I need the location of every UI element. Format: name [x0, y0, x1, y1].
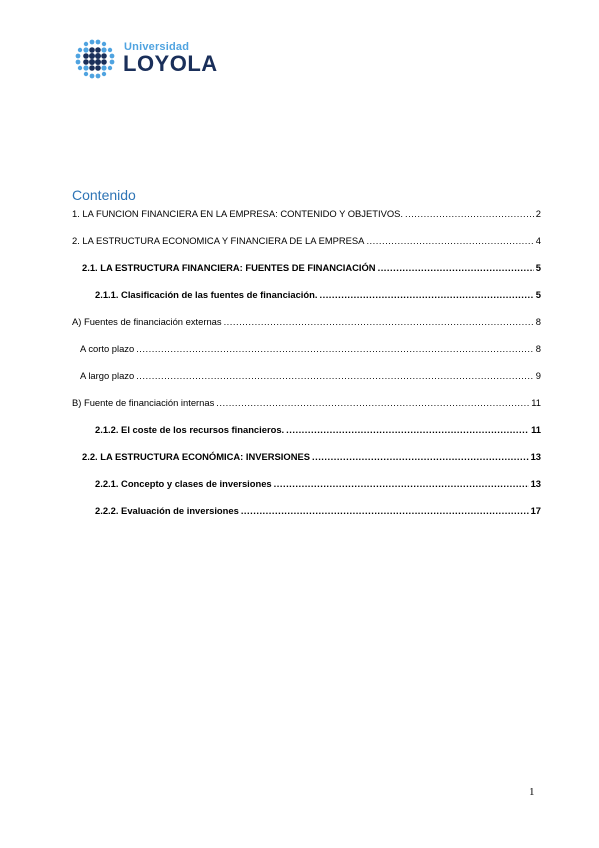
toc-entry-label: 2.2.2. Evaluación de inversiones — [95, 505, 239, 516]
toc-entry[interactable] — [72, 368, 541, 395]
toc-entry[interactable] — [72, 314, 541, 341]
toc-entry-label: A corto plazo — [80, 343, 135, 354]
toc-leader-dots — [136, 368, 534, 384]
toc-leader-dots — [274, 476, 529, 492]
toc-leader-dots — [286, 422, 529, 438]
toc-entry[interactable] — [72, 476, 541, 503]
toc-entry-page: 13 — [530, 478, 541, 489]
toc-entry[interactable] — [72, 341, 541, 368]
toc-entry-label: 2.1.2. El coste de los recursos financieros. — [95, 424, 285, 435]
toc-entry-label: 2.1. LA ESTRUCTURA FINANCIERA: FUENTES DE FINANCIACIÓN — [82, 262, 376, 273]
toc-entry-label: B) Fuente de financiación internas — [72, 397, 215, 408]
toc-entry-page: 13 — [530, 451, 541, 462]
toc-entry-label: 1. LA FUNCION FINANCIERA EN LA EMPRESA: CONTENIDO Y OBJETIVOS. — [72, 208, 403, 219]
toc-entry[interactable] — [72, 395, 541, 422]
toc-leader-dots — [378, 260, 534, 276]
toc-leader-dots — [366, 233, 533, 249]
toc-leader-dots — [224, 314, 534, 330]
toc-entry-page: 2 — [535, 208, 541, 219]
toc-entry[interactable] — [72, 422, 541, 449]
table-of-contents — [72, 206, 541, 530]
toc-entry-label: 2. LA ESTRUCTURA ECONOMICA Y FINANCIERA DE LA EMPRESA — [72, 235, 365, 246]
toc-leader-dots — [405, 206, 534, 222]
toc-entry-page: 5 — [535, 262, 541, 273]
toc-entry[interactable] — [72, 449, 541, 476]
toc-entry[interactable] — [72, 206, 541, 233]
toc-entry-page: 5 — [535, 289, 541, 300]
toc-leader-dots — [241, 503, 529, 519]
toc-entry-label: 2.1.1. Clasificación de las fuentes de financiación. — [95, 289, 318, 300]
logo-main-text: LOYOLA — [123, 51, 218, 76]
toc-entry[interactable] — [72, 260, 541, 287]
toc-entry[interactable] — [72, 287, 541, 314]
toc-entry[interactable] — [72, 233, 541, 260]
logo-dots-icon — [72, 36, 120, 84]
toc-entry-label: 2.2.1. Concepto y clases de inversiones — [95, 478, 272, 489]
toc-leader-dots — [216, 395, 529, 411]
toc-entry-page: 11 — [531, 424, 541, 435]
toc-entry-label: A largo plazo — [80, 370, 135, 381]
toc-leader-dots — [319, 287, 533, 303]
logo-top-text: Universidad — [124, 41, 190, 53]
university-logo — [72, 36, 232, 86]
toc-entry[interactable] — [72, 503, 541, 530]
toc-leader-dots — [312, 449, 529, 465]
toc-leader-dots — [136, 341, 534, 357]
toc-entry-label: A) Fuentes de financiación externas — [72, 316, 222, 327]
toc-entry-page: 9 — [535, 370, 541, 381]
toc-title: Contenido — [72, 187, 136, 203]
toc-entry-label: 2.2. LA ESTRUCTURA ECONÓMICA: INVERSIONES — [82, 451, 310, 462]
toc-entry-page: 8 — [535, 316, 541, 327]
toc-entry-page: 17 — [530, 505, 541, 516]
toc-entry-page: 4 — [535, 235, 541, 246]
toc-entry-page: 8 — [535, 343, 541, 354]
toc-entry-page: 11 — [531, 397, 541, 408]
page-number: 1 — [529, 786, 535, 798]
